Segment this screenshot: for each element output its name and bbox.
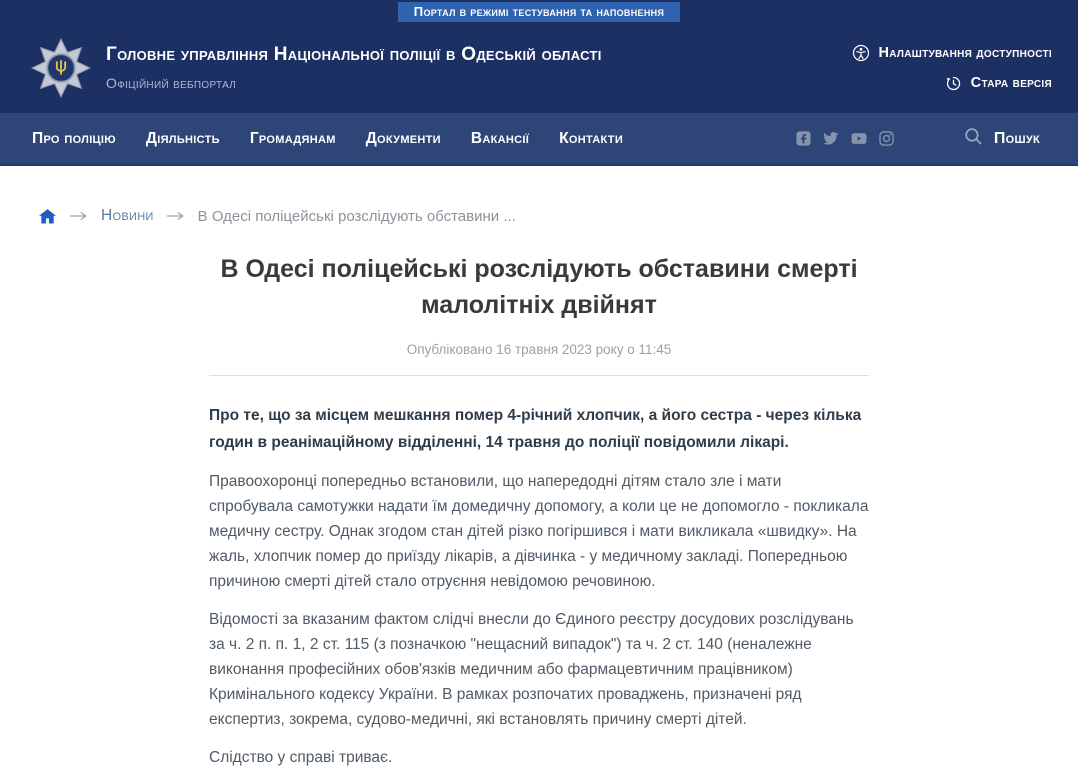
home-icon[interactable] [38,208,57,225]
article-title: В Одесі поліцейські розслідують обставини смерті малолітніх двійнят [220,255,858,319]
nav-item-vacancies[interactable]: Вакансії [470,129,530,147]
site-header [0,22,1078,113]
breadcrumb [0,166,1078,225]
social-links [795,129,895,148]
site-title: Головне управління Національної поліції в Одеській області [106,44,602,65]
accessibility-settings-link[interactable] [852,44,1053,62]
accessibility-icon [852,44,870,62]
breadcrumb-link-news[interactable]: Новини [101,207,154,224]
nav-item-documents[interactable]: Документи [365,129,441,147]
accessibility-label: Налаштування доступності [878,44,1052,61]
article-paragraph: Слідство у справі триває. [209,749,393,766]
test-mode-label: Портал в режимі тестування та наповнення [398,2,680,22]
article-lead-paragraph: Про те, що за місцем мешкання помер 4-річний хлопчик, а його сестра - через кілька годин в реанімаційному відділенні, 14 травня до поліції повідомили лікарі. [209,407,862,451]
divider [209,375,869,376]
nav-item-citizens[interactable]: Громадянам [249,129,336,147]
main-content [0,166,1078,770]
arrow-right-icon [70,211,88,221]
old-version-link[interactable] [945,75,1052,92]
header-titles [106,44,602,91]
youtube-icon[interactable] [849,130,869,147]
facebook-icon[interactable] [795,130,812,147]
article-paragraph: Правоохоронці попередньо встановили, що напередодні дітям стало зле і мати спробувала самотужки надати їм домедичну допомогу, а коли це не допомогло - покликала медичну сестру. Однак згодом стан дітей різко погіршився і мати викликала «швидку». На жаль, хлопчик помер до приїзду лікарів, а дівчинка - у медичному закладі. Попередньою причиною смерті дітей стало отруєння невідомою речовиною. [209,473,869,590]
nav-right [795,126,1040,152]
arrow-right-icon [167,211,185,221]
nav-item-contacts[interactable]: Контакти [559,129,624,147]
search-control[interactable] [963,126,1040,152]
site-subtitle: Офіційний вебпортал [106,75,237,91]
article-paragraph: Відомості за вказаним фактом слідчі внесли до Єдиного реєстру досудових розслідувань за ч. 2 п. п. 1, 2 ст. 115 (з позначкою "нещасний випадок") та ч. 2 ст. 140 (неналежне виконання професійних обов'язків медичним або фармацевтичним працівником) Кримінального кодексу України. В рамках розпочатих проваджень, призначені ряд експертиз, зокрема, судово-медичні, які встановлять причину смерті дітей. [209,611,854,728]
header-utility-links [852,44,1053,92]
search-icon [963,126,984,152]
nav-item-about-police[interactable]: Про поліцію [32,129,116,147]
test-mode-banner [0,0,1078,22]
nav-menu [32,130,623,148]
police-badge-logo[interactable] [30,34,92,102]
history-icon [945,75,962,92]
twitter-icon[interactable] [821,129,840,148]
article-published-date: Опубліковано 16 травня 2023 року о 11:45 [406,342,672,357]
breadcrumb-current: В Одесі поліцейські розслідують обставини ... [197,207,516,225]
nav-item-activity[interactable]: Діяльність [145,129,220,147]
search-label: Пошук [993,129,1040,147]
main-nav [0,113,1078,166]
news-article [209,251,869,770]
instagram-icon[interactable] [878,130,895,147]
old-version-label: Стара версія [970,75,1052,91]
